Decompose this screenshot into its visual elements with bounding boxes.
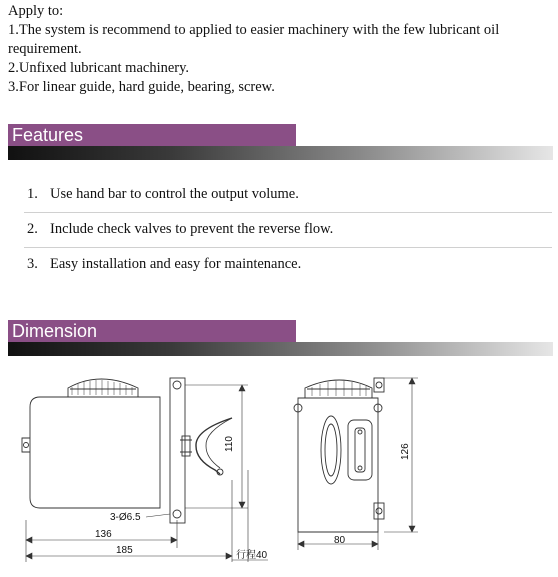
sight-glass-inner [325,424,337,476]
outlet-fitting [182,436,190,456]
features-title: Features [12,125,84,145]
side-plate-hole-top [376,382,382,388]
tank-body-outline [30,397,160,508]
label-110: 110 [224,436,235,452]
features-list [24,178,552,283]
feature-item-1 [24,178,552,213]
side-body-outline [298,398,378,532]
label-holes: 3-Ø6.5 [110,512,141,523]
feature-text: Include check valves to prevent the reverse flow. [50,221,334,237]
dimension-header [8,320,553,356]
apply-line-1: 1.The system is recommend to applied to easier machinery with the few lubricant oil [8,22,500,38]
front-view [22,378,232,523]
feature-number: 3. [27,256,38,272]
apply-line-2: requirement. [8,41,82,57]
feature-number: 2. [27,221,38,237]
apply-to-block [8,2,553,97]
mount-plate [170,378,185,523]
features-header [8,124,553,160]
side-dimensions [298,378,418,550]
dimension-drawing [0,360,558,577]
side-view [294,378,384,532]
label-185: 185 [116,545,133,556]
plate-hole-bottom [173,510,181,518]
label-80: 80 [334,535,346,546]
feature-number: 1. [27,186,38,202]
dim-line-110 [185,385,248,508]
dimension-title: Dimension [12,321,98,341]
mount-hole [24,443,29,448]
tank-cap [68,379,138,397]
sight-glass-outer [321,416,341,484]
front-dimensions [26,385,268,562]
window-screw-bottom [358,466,362,470]
features-gradient-bar [8,146,553,160]
feature-text: Use hand bar to control the output volume. [50,186,299,202]
level-window [348,420,372,480]
label-126: 126 [400,443,411,460]
dimension-gradient-bar [8,342,553,356]
feature-text: Easy installation and easy for maintenance. [50,256,302,272]
side-plate-hole-bottom [376,508,382,514]
apply-heading: Apply to: [8,3,64,19]
feature-item-2 [24,213,552,248]
apply-line-3: 2.Unfixed lubricant machinery. [8,60,190,76]
label-136: 136 [95,529,112,540]
label-stroke: 行程40 [236,550,268,561]
side-plate-top [374,378,384,392]
plate-hole-top [173,381,181,389]
window-screw-top [358,430,362,434]
feature-item-3 [24,248,552,283]
apply-line-4: 3.For linear guide, hard guide, bearing, screw. [8,79,275,95]
holes-leader [146,514,170,517]
dim-line-stroke [232,470,268,562]
side-plate-bottom [374,503,384,519]
level-window-inner [355,428,365,472]
side-cap-knurling [312,381,366,396]
